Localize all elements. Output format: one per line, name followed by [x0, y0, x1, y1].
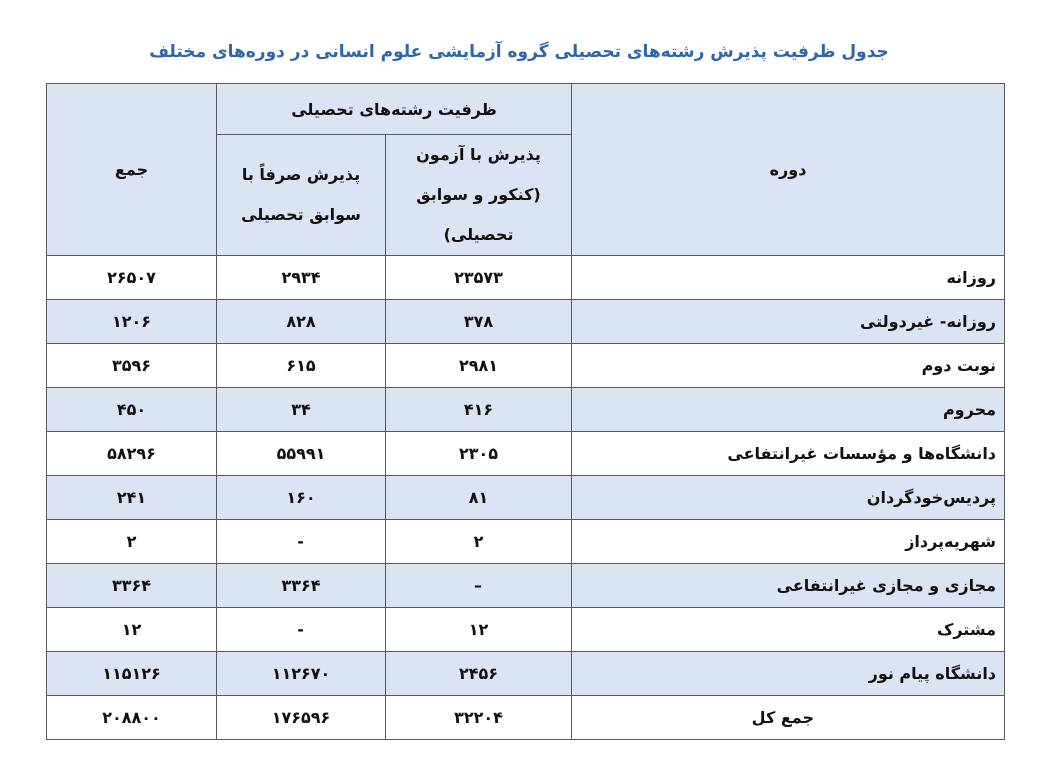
row-savabegh: ۸۲۸ [217, 300, 386, 344]
row-savabegh: - [217, 520, 386, 564]
row-konkur: ۳۷۸ [386, 300, 572, 344]
row-period: روزانه- غیردولتی [572, 300, 1005, 344]
table-row [47, 256, 1005, 300]
row-savabegh: - [217, 608, 386, 652]
row-period: مجازی و مجازی غیرانتفاعی [572, 564, 1005, 608]
row-total: ۴۵۰ [47, 388, 217, 432]
row-total: ۲۴۱ [47, 476, 217, 520]
row-period: جمع کل [572, 696, 1005, 740]
row-savabegh: ۳۴ [217, 388, 386, 432]
row-total: ۱۲ [47, 608, 217, 652]
row-period: شهریه‌پرداز [572, 520, 1005, 564]
header-savabegh: پذیرش صرفاً با سوابق تحصیلی [217, 135, 386, 256]
row-total: ۵۸۲۹۶ [47, 432, 217, 476]
row-total: ۲ [47, 520, 217, 564]
row-konkur: – [386, 564, 572, 608]
header-total: جمع [47, 84, 217, 256]
header-konkur: پذیرش با آزمون (کنکور و سوابق تحصیلی) [386, 135, 572, 256]
row-total: ۱۱۵۱۲۶ [47, 652, 217, 696]
table-row [47, 652, 1005, 696]
table-row [47, 388, 1005, 432]
row-savabegh: ۱۷۶۵۹۶ [217, 696, 386, 740]
row-total: ۲۶۵۰۷ [47, 256, 217, 300]
row-period: نوبت دوم [572, 344, 1005, 388]
row-period: روزانه [572, 256, 1005, 300]
table-total-row [47, 696, 1005, 740]
row-konkur: ۲۴۵۶ [386, 652, 572, 696]
row-konkur: ۲۳۵۷۳ [386, 256, 572, 300]
header-capacity-group: ظرفیت رشته‌های تحصیلی [217, 84, 572, 135]
row-total: ۳۳۶۴ [47, 564, 217, 608]
row-savabegh: ۶۱۵ [217, 344, 386, 388]
row-konkur: ۲۳۰۵ [386, 432, 572, 476]
table-title: جدول ظرفیت پذیرش رشته‌های تحصیلی گروه آزمایشی علوم انسانی در دوره‌های مختلف [149, 42, 889, 62]
row-savabegh: ۱۶۰ [217, 476, 386, 520]
row-konkur: ۳۲۲۰۴ [386, 696, 572, 740]
table-row [47, 564, 1005, 608]
table-row [47, 476, 1005, 520]
row-period: دانشگاه پیام نور [572, 652, 1005, 696]
row-savabegh: ۳۳۶۴ [217, 564, 386, 608]
row-konkur: ۱۲ [386, 608, 572, 652]
row-total: ۱۲۰۶ [47, 300, 217, 344]
row-period: مشترک [572, 608, 1005, 652]
table-row [47, 300, 1005, 344]
row-savabegh: ۵۵۹۹۱ [217, 432, 386, 476]
table-row [47, 520, 1005, 564]
row-savabegh: ۱۱۲۶۷۰ [217, 652, 386, 696]
table-row [47, 432, 1005, 476]
capacity-table [46, 83, 1005, 740]
row-savabegh: ۲۹۳۴ [217, 256, 386, 300]
row-period: پردیس‌خودگردان [572, 476, 1005, 520]
row-total: ۲۰۸۸۰۰ [47, 696, 217, 740]
header-period: دوره [572, 84, 1005, 256]
row-total: ۳۵۹۶ [47, 344, 217, 388]
row-konkur: ۲ [386, 520, 572, 564]
row-konkur: ۴۱۶ [386, 388, 572, 432]
table-row [47, 344, 1005, 388]
row-period: دانشگاه‌ها و مؤسسات غیرانتفاعی [572, 432, 1005, 476]
table-row [47, 608, 1005, 652]
row-period: محروم [572, 388, 1005, 432]
row-konkur: ۲۹۸۱ [386, 344, 572, 388]
row-konkur: ۸۱ [386, 476, 572, 520]
